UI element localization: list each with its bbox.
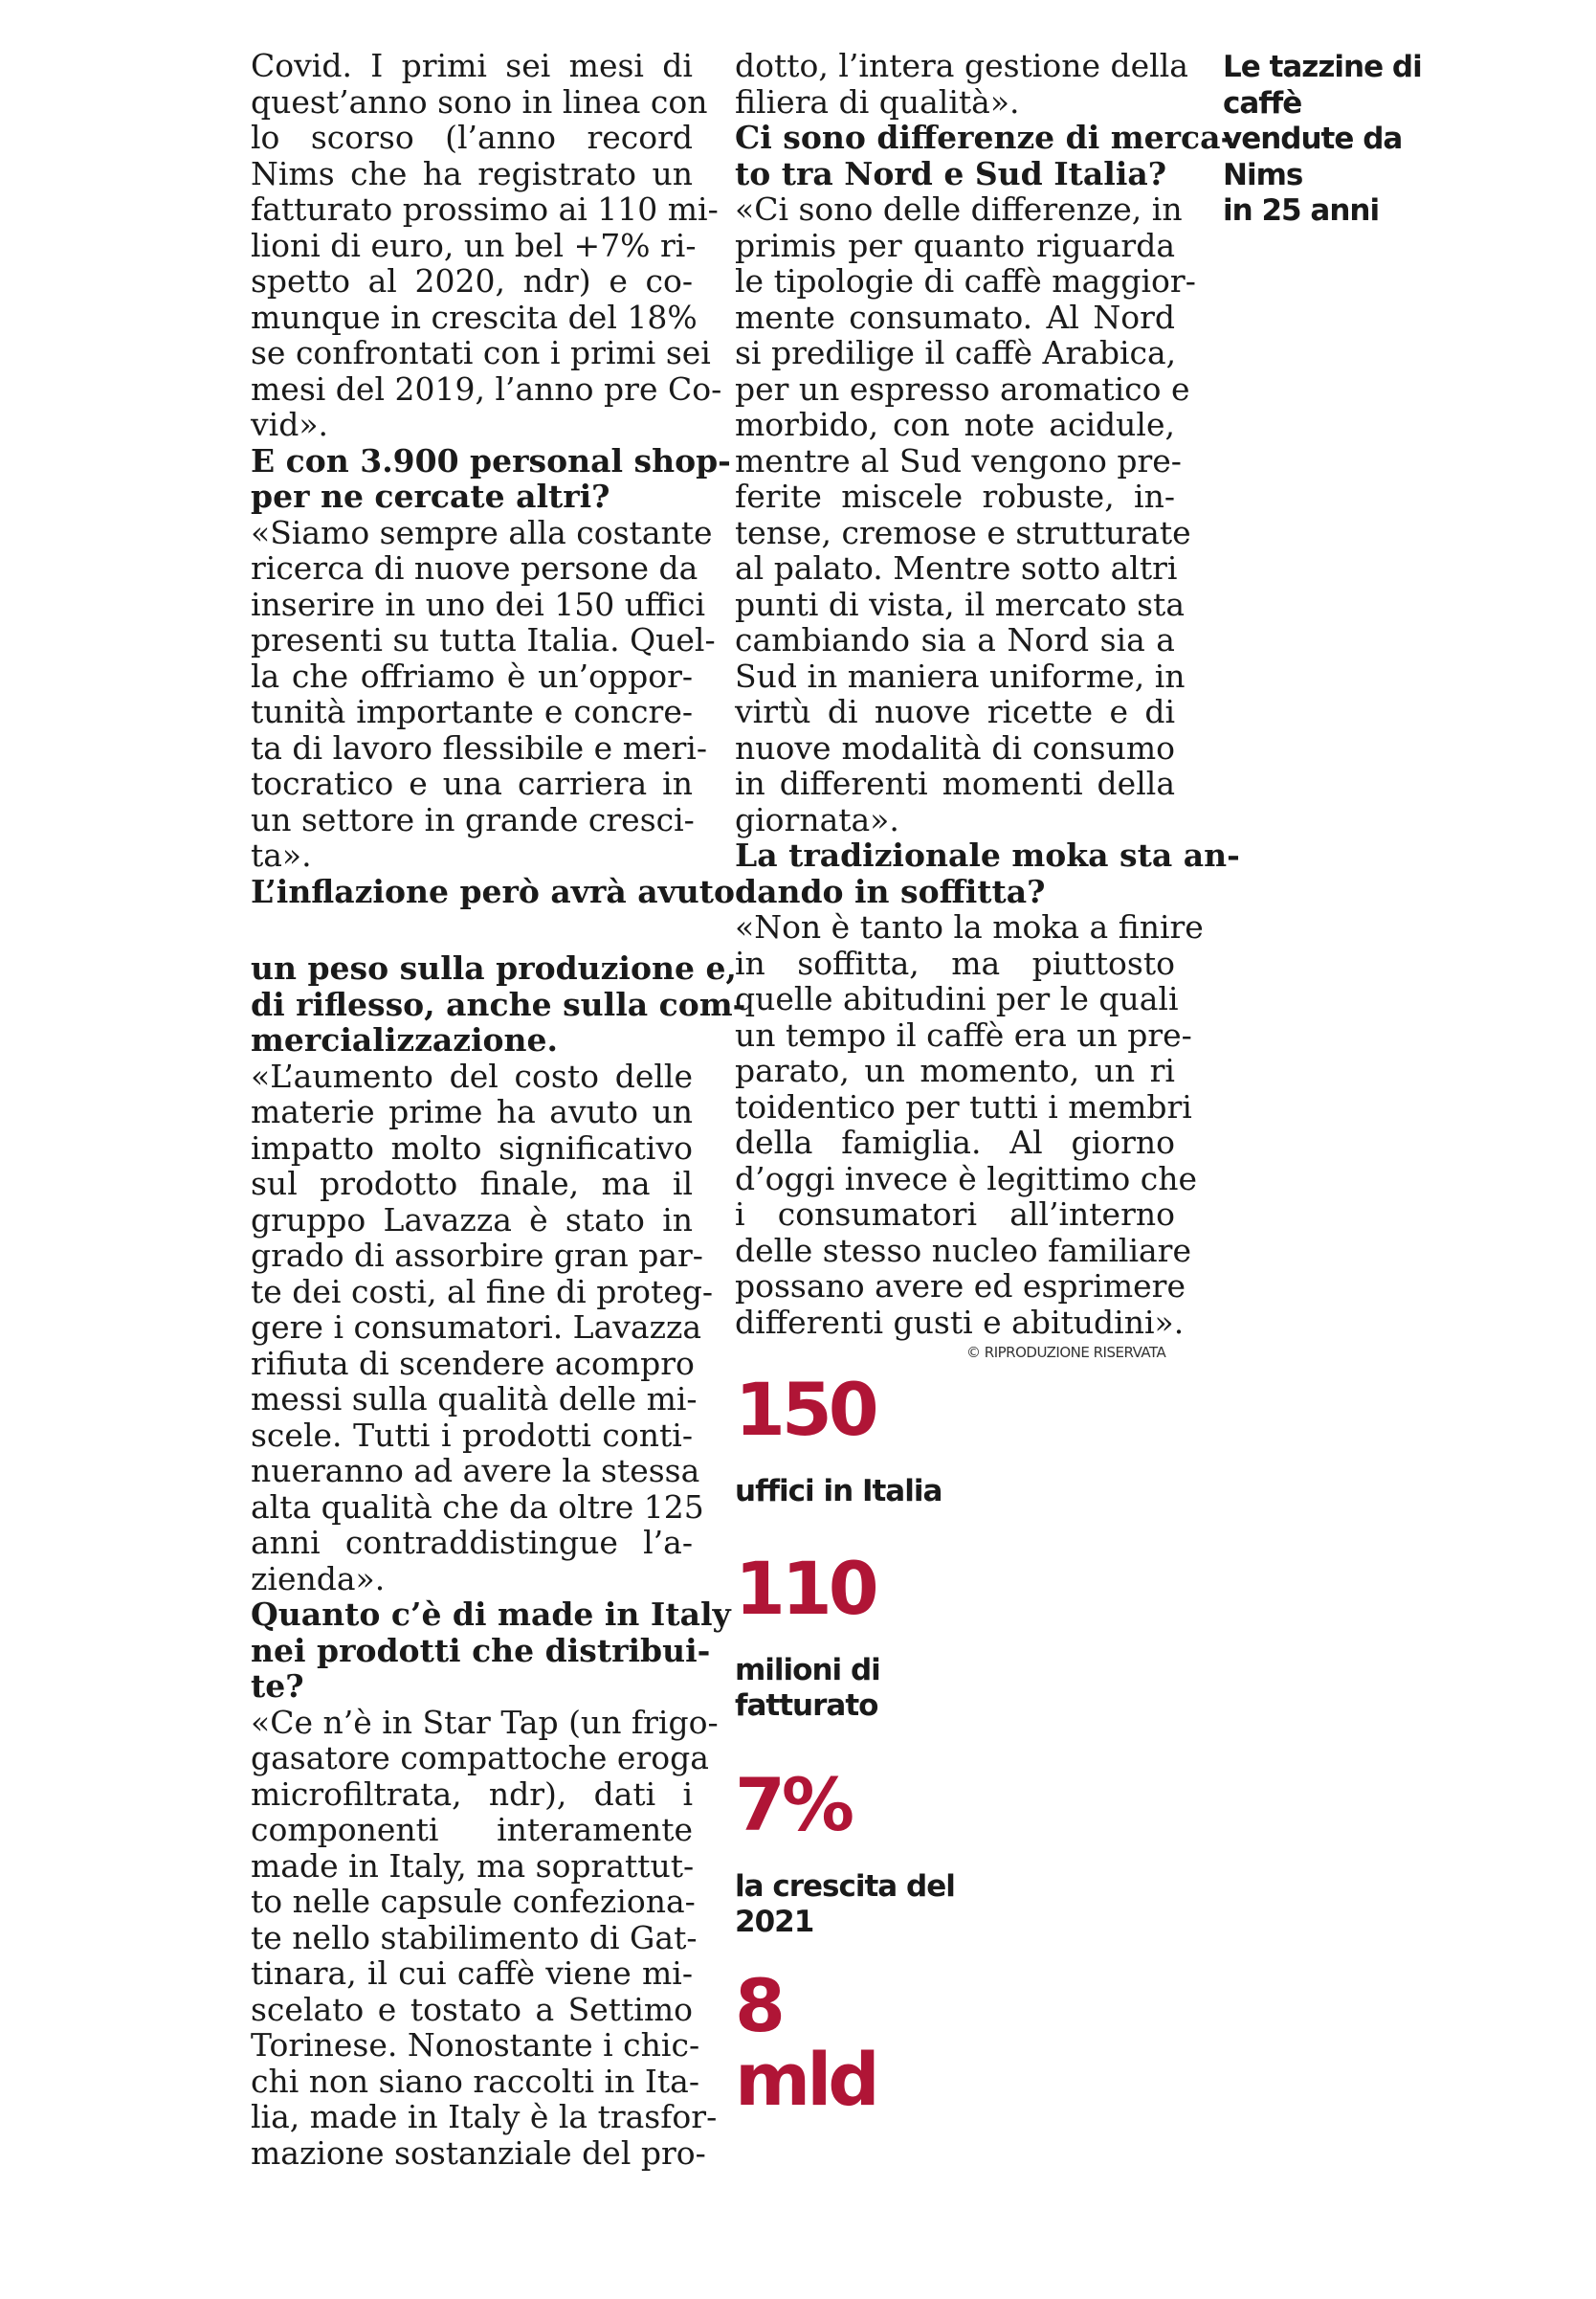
text-line: «Ci sono delle differenze, in — [735, 190, 1183, 228]
text-line: lo scorso (l’anno record — [251, 119, 693, 156]
text-line: filiera di qualità». — [735, 82, 1020, 121]
text-line: parato, un momento, un ri — [735, 1052, 1175, 1089]
sidebar-line: Nims — [1223, 157, 1303, 192]
text-line: anni contraddistingue l’a- — [251, 1524, 693, 1561]
text-line: messi sulla qualità delle mi- — [251, 1380, 698, 1417]
text-line: nuove modalità di consumo — [735, 728, 1175, 767]
text-line: quest’anno sono in linea con — [251, 82, 708, 121]
text-line: mente consumato. Al Nord — [735, 298, 1175, 336]
text-line: made in Italy, ma soprattut- — [251, 1846, 695, 1885]
text-line: morbido, con note acidule, — [735, 406, 1175, 443]
text-line: dotto, l’intera gestione della — [735, 47, 1188, 84]
text-line: «L’aumento del costo delle — [251, 1057, 693, 1095]
text-line: vid». — [251, 406, 329, 443]
text-line: per un espresso aromatico e — [735, 369, 1190, 408]
text-line: ta». — [251, 837, 312, 874]
text-line: la che offriamo è un’oppor- — [251, 657, 693, 695]
text-line: possano avere ed esprimere — [735, 1267, 1186, 1305]
text-line: lia, made in Italy è la trasfor- — [251, 2098, 718, 2135]
text-line: componenti interamente — [251, 1811, 693, 1848]
text-line: fatturato prossimo ai 110 mi- — [251, 190, 719, 228]
question-line: mercializzazione. — [251, 1021, 559, 1059]
text-line: ricerca di nuove persone da — [251, 549, 698, 587]
stat-label-fatturato — [735, 1653, 880, 1724]
stat-label-line: fatturato — [735, 1688, 878, 1723]
answer-made-in-italy — [251, 1703, 719, 2172]
text-line: munque in crescita del 18% — [251, 298, 698, 336]
text-line: inserire in uno dei 150 uffici — [251, 585, 706, 623]
answer-nord-sud — [735, 190, 1196, 838]
stat-label-crescita — [735, 1869, 955, 1940]
answer-inflazione — [251, 1057, 714, 1597]
text-line: in differenti momenti della — [735, 765, 1175, 802]
text-line: sul prodotto finale, ma il — [251, 1165, 693, 1202]
sidebar-caption — [1223, 50, 1422, 230]
question-made-in-italy — [251, 1596, 731, 1705]
text-line: presenti su tutta Italia. Quel- — [251, 621, 716, 658]
text-line: ferite miscele robuste, in- — [735, 478, 1175, 515]
question-line: di riflesso, anche sulla com- — [251, 985, 746, 1023]
sidebar-line: caffè — [1223, 85, 1302, 121]
text-line: zienda». — [251, 1559, 386, 1597]
text-line: un settore in grande cresci- — [251, 800, 695, 838]
text-line: primis per quanto riguarda — [735, 226, 1175, 264]
answer-personal-shopper — [251, 513, 716, 874]
text-line: microfiltrata, ndr), dati i — [251, 1774, 693, 1813]
text-line: alta qualità che da oltre 125 — [251, 1487, 704, 1526]
question-line: to tra Nord e Sud Italia? — [735, 154, 1167, 192]
text-line: «Siamo sempre alla costante — [251, 513, 713, 551]
question-nord-sud — [735, 119, 1234, 192]
spacer — [251, 909, 693, 950]
stat-label-line: milioni di — [735, 1653, 880, 1687]
text-line: differenti gusti e abitudini». — [735, 1303, 1185, 1341]
text-line: tense, cremose e strutturate — [735, 513, 1191, 551]
question-line: Ci sono differenze di merca- — [735, 119, 1234, 156]
text-line: lioni di euro, un bel +7% ri- — [251, 226, 697, 264]
text-line: Covid. I primi sei mesi di — [251, 47, 693, 84]
paragraph-filiera — [735, 47, 1188, 121]
sidebar-line: vendute da — [1223, 122, 1403, 156]
text-line: al palato. Mentre sotto altri — [735, 549, 1178, 587]
text-line: chi non siano raccolti in Ita- — [251, 2062, 699, 2100]
text-line: gasatore compattoche eroga — [251, 1739, 709, 1776]
question-moka — [735, 837, 1240, 910]
text-line: in soffitta, ma piuttosto — [735, 944, 1175, 982]
text-line: impatto molto significativo — [251, 1128, 693, 1167]
text-line: spetto al 2020, ndr) e co- — [251, 262, 693, 300]
text-line: mazione sostanziale del pro- — [251, 2133, 706, 2172]
text-line: materie prime ha avuto un — [251, 1093, 693, 1130]
question-line: te? — [251, 1667, 304, 1705]
question-line: nei prodotti che distribui- — [251, 1631, 711, 1669]
copyright-notice: © RIPRODUZIONE RISERVATA — [966, 1344, 1166, 1361]
stat-number-crescita: 7% — [735, 1762, 852, 1847]
question-line: per ne cercate altri? — [251, 478, 610, 515]
article-column-1 — [251, 47, 746, 2172]
question-line: dando in soffitta? — [735, 872, 1046, 910]
text-line: te dei costi, al fine di proteg- — [251, 1272, 714, 1310]
text-line: gere i consumatori. Lavazza — [251, 1308, 702, 1346]
text-line: tocratico e una carriera in — [251, 765, 693, 802]
stat-unit-tazzine: mld — [735, 2037, 876, 2122]
paragraph-covid — [251, 47, 722, 443]
text-line: se confrontati con i primi sei — [251, 334, 711, 371]
question-inflazione — [251, 872, 746, 1059]
text-line: Torinese. Nonostante i chic- — [251, 2026, 700, 2064]
question-line: E con 3.900 personal shop- — [251, 441, 731, 480]
answer-moka — [735, 908, 1204, 1341]
text-line: mentre al Sud vengono pre- — [735, 441, 1182, 480]
text-line: mesi del 2019, l’anno pre Co- — [251, 369, 722, 408]
stat-label-line: la crescita del — [735, 1869, 955, 1904]
question-line: L’inflazione però avrà avuto — [251, 872, 736, 910]
stat-label-uffici — [735, 1474, 942, 1509]
text-line: Sud in maniera uniforme, in — [735, 657, 1186, 695]
question-line: un peso sulla produzione e, — [251, 949, 737, 987]
text-line: le tipologie di caffè maggior- — [735, 262, 1196, 300]
stat-label-line: uffici in Italia — [735, 1474, 942, 1508]
text-line: virtù di nuove ricette e di — [735, 693, 1175, 730]
text-line: si predilige il caffè Arabica, — [735, 334, 1177, 371]
sidebar-line: Le tazzine di — [1223, 50, 1422, 84]
text-line: to nelle capsule confeziona- — [251, 1883, 696, 1920]
text-line: scelato e tostato a Settimo — [251, 1990, 693, 2028]
text-line: te nello stabilimento di Gat- — [251, 1918, 698, 1956]
text-line: ta di lavoro flessibile e meri- — [251, 728, 708, 767]
text-line: nueranno ad avere la stessa — [251, 1452, 700, 1489]
text-line: i consumatori all’interno — [735, 1195, 1175, 1233]
text-line: della famiglia. Al giorno — [735, 1124, 1175, 1161]
article-column-2 — [735, 47, 1240, 1341]
text-line: cambiando sia a Nord sia a — [735, 621, 1175, 658]
text-line: quelle abitudini per le quali — [735, 980, 1179, 1017]
stat-number-fatturato: 110 — [735, 1546, 876, 1631]
stat-number-uffici: 150 — [735, 1367, 876, 1452]
stat-number-tazzine: 8 — [735, 1963, 782, 2048]
text-line: un tempo il caffè era un pre- — [735, 1016, 1192, 1054]
text-line: toidentico per tutti i membri — [735, 1087, 1192, 1126]
question-line: La tradizionale moka sta an- — [735, 837, 1240, 874]
question-line: Quanto c’è di made in Italy — [251, 1596, 731, 1633]
sidebar-line: in 25 anni — [1223, 193, 1380, 228]
question-personal-shopper — [251, 441, 731, 515]
text-line: gruppo Lavazza è stato in — [251, 1200, 693, 1239]
text-line: tinara, il cui caffè viene mi- — [251, 1954, 693, 1992]
text-line: punti di vista, il mercato sta — [735, 585, 1185, 623]
text-line: scele. Tutti i prodotti conti- — [251, 1416, 693, 1454]
text-line: «Non è tanto la moka a finire — [735, 908, 1204, 946]
text-line: «Ce n’è in Star Tap (un frigo- — [251, 1703, 719, 1741]
text-line: grado di assorbire gran par- — [251, 1237, 703, 1274]
text-line: tunità importante e concre- — [251, 693, 693, 730]
stat-label-line: 2021 — [735, 1905, 814, 1939]
text-line: Nims che ha registrato un — [251, 154, 693, 192]
text-line: d’oggi invece è legittimo che — [735, 1159, 1198, 1197]
text-line: giornata». — [735, 800, 899, 838]
text-line: rifiuta di scendere acompro — [251, 1344, 695, 1382]
text-line: delle stesso nucleo familiare — [735, 1231, 1191, 1269]
